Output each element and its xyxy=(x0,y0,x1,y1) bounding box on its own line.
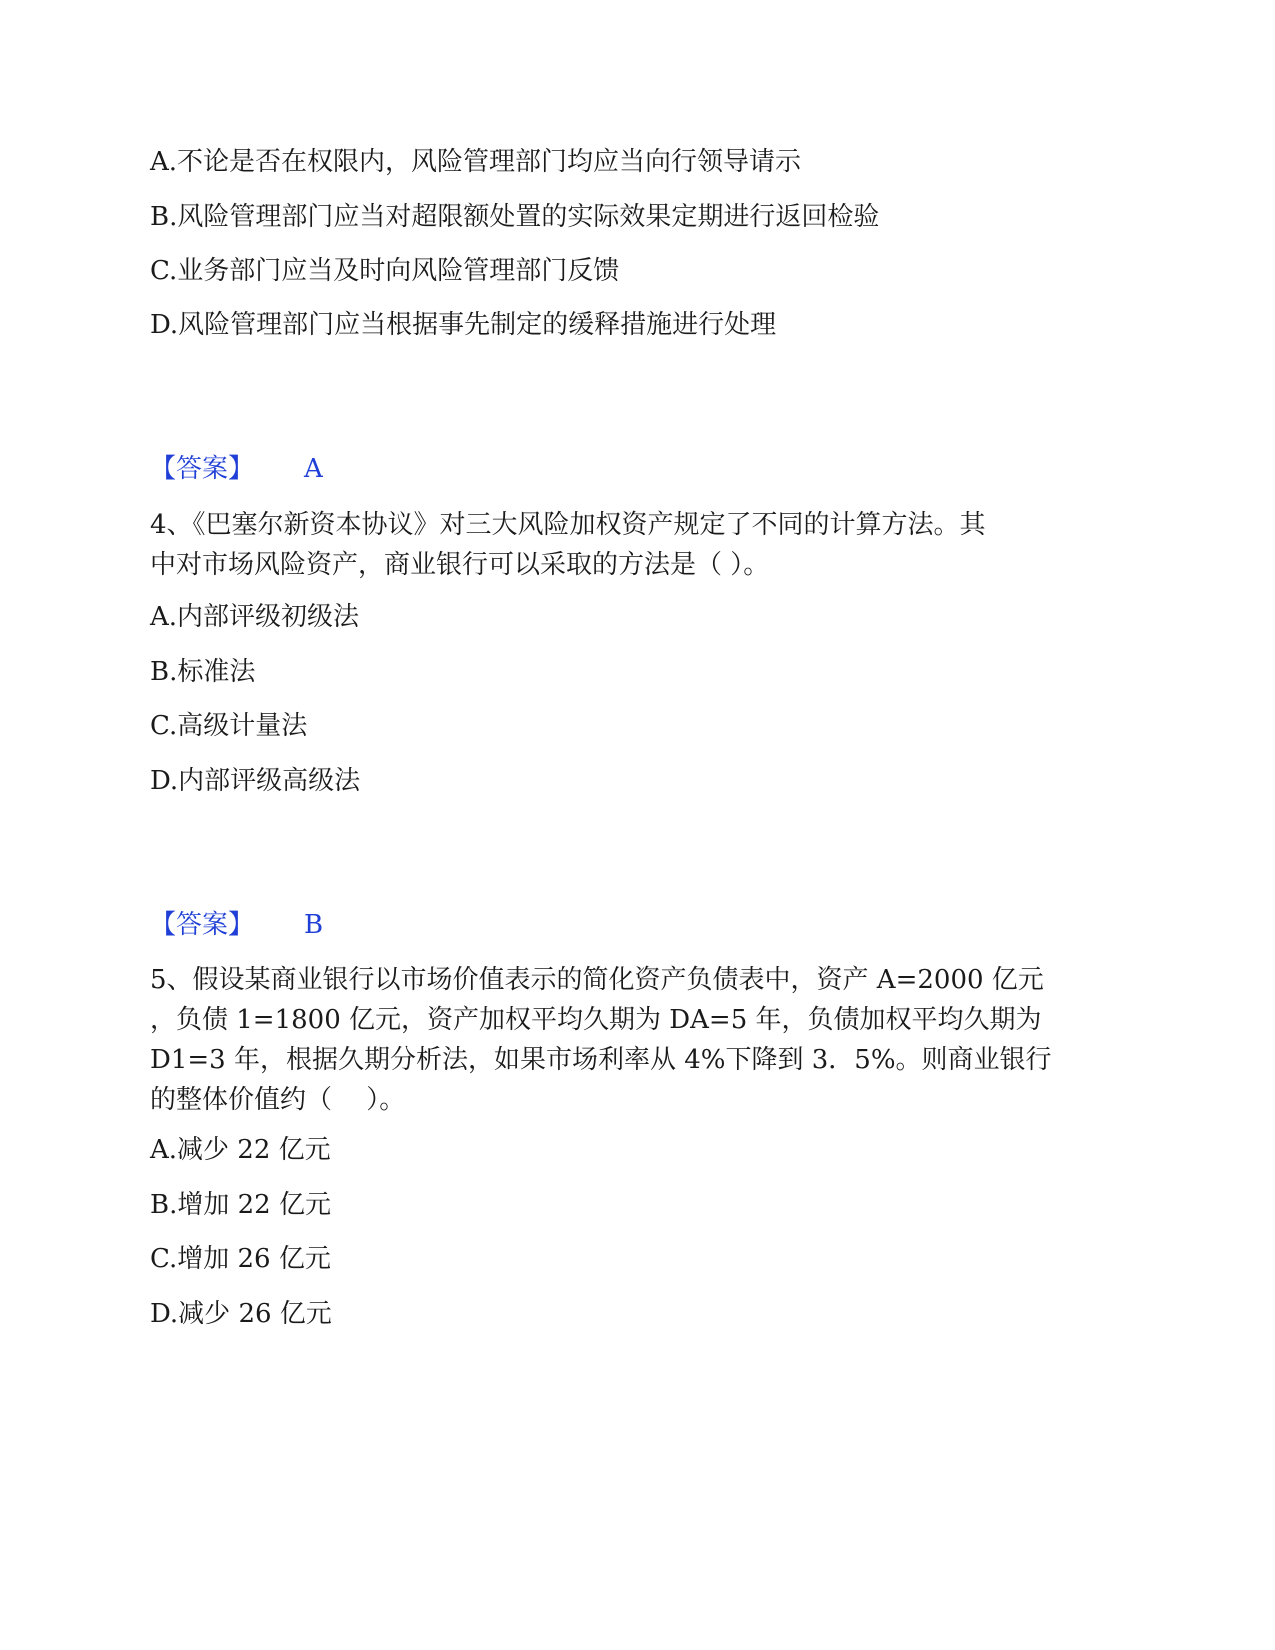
q3-option-a: A.不论是否在权限内，风险管理部门均应当向行领导请示 xyxy=(150,147,802,177)
q4-option-a: A.内部评级初级法 xyxy=(150,602,360,632)
q5-stem-line: D1=3 年，根据久期分析法，如果市场利率从 4%下降到 3．5%。则商业银行 xyxy=(150,1045,1052,1075)
answer-value: A xyxy=(304,454,323,484)
q4-option-b: B.标准法 xyxy=(150,657,256,687)
answer-label: 【答案】 xyxy=(150,454,255,484)
q3-option-b: B.风险管理部门应当对超限额处置的实际效果定期进行返回检验 xyxy=(150,202,880,232)
q3-option-d: D.风险管理部门应当根据事先制定的缓释措施进行处理 xyxy=(150,310,777,340)
q5-stem-line: 的整体价值约（ ）。 xyxy=(150,1085,406,1115)
q4-stem-line: 4、《巴塞尔新资本协议》对三大风险加权资产规定了不同的计算方法。其 xyxy=(150,510,986,540)
answer-value: B xyxy=(304,910,324,940)
q5-option-c: C.增加 26 亿元 xyxy=(150,1244,331,1274)
q5-stem-line: ，负债 1=1800 亿元，资产加权平均久期为 DA=5 年，负债加权平均久期为 xyxy=(150,1005,1042,1035)
q3-answer xyxy=(150,452,323,486)
q4-stem xyxy=(150,505,1125,585)
q5-stem xyxy=(150,960,1125,1120)
q5-option-a: A.减少 22 亿元 xyxy=(150,1135,331,1165)
q4-option-d: D.内部评级高级法 xyxy=(150,766,361,796)
q4-option-c: C.高级计量法 xyxy=(150,711,308,741)
q3-option-c: C.业务部门应当及时向风险管理部门反馈 xyxy=(150,256,620,286)
q5-stem-line: 5、假设某商业银行以市场价值表示的简化资产负债表中，资产 A=2000 亿元 xyxy=(150,965,1044,995)
q5-option-b: B.增加 22 亿元 xyxy=(150,1190,331,1220)
answer-label: 【答案】 xyxy=(150,910,255,940)
q4-stem-line: 中对市场风险资产，商业银行可以采取的方法是（ ）。 xyxy=(150,550,770,580)
q5-option-d: D.减少 26 亿元 xyxy=(150,1299,332,1329)
q4-answer xyxy=(150,908,323,942)
